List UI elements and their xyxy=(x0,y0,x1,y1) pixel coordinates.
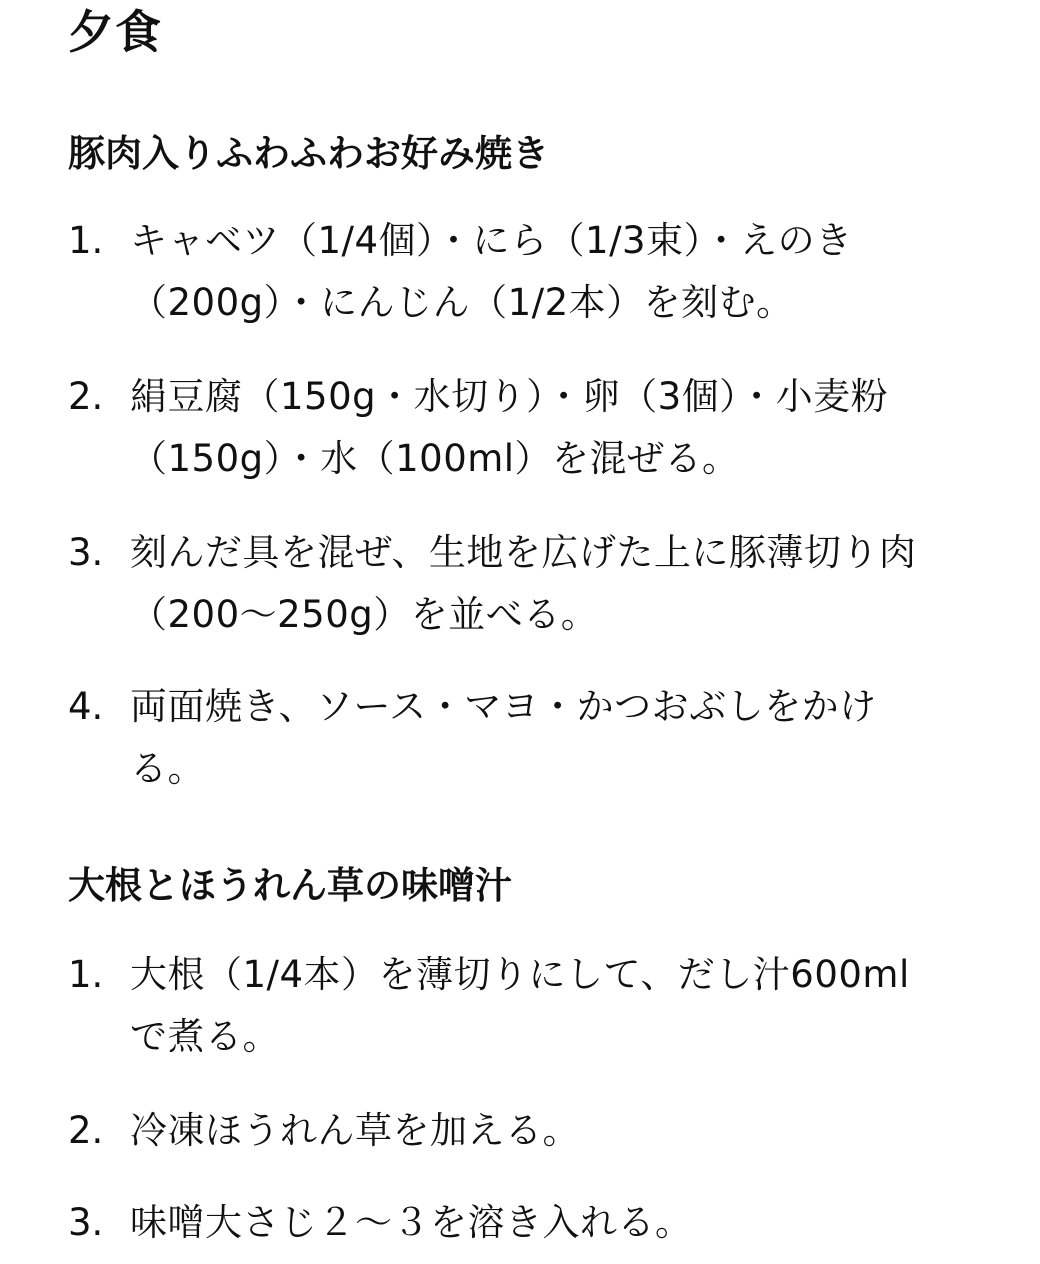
step-text: 両面焼き、ソース・マヨ・かつおぶしをかける。 xyxy=(130,685,877,790)
step-number: 4. xyxy=(68,685,104,728)
step-number: 1. xyxy=(68,953,104,996)
step-text: 刻んだ具を混ぜ、生地を広げた上に豚薄切り肉（200〜250g）を並べる。 xyxy=(130,531,917,636)
page-title: 夕食 xyxy=(68,5,162,59)
step-text: 大根（1/4本）を薄切りにして、だし汁600mlで煮る。 xyxy=(130,953,910,1058)
step-text: 味噌大さじ２〜３を溶き入れる。 xyxy=(130,1201,693,1244)
step-text: 絹豆腐（150g・水切り）・卵（3個）・小麦粉（150g）・水（100ml）を混ぜる。 xyxy=(130,375,889,480)
step-number: 3. xyxy=(68,1201,104,1244)
step-number: 3. xyxy=(68,531,104,574)
step-number: 1. xyxy=(68,219,104,262)
step-number: 2. xyxy=(68,375,104,418)
step-text: 冷凍ほうれん草を加える。 xyxy=(130,1109,580,1152)
recipe-title-okonomiyaki: 豚肉入りふわふわお好み焼き xyxy=(68,132,549,175)
recipe-title-miso-soup: 大根とほうれん草の味噌汁 xyxy=(68,864,512,907)
step-number: 2. xyxy=(68,1109,104,1152)
step-text: キャベツ（1/4個）・にら（1/3束）・えのき（200g）・にんじん（1/2本）を刻む。 xyxy=(130,219,853,324)
